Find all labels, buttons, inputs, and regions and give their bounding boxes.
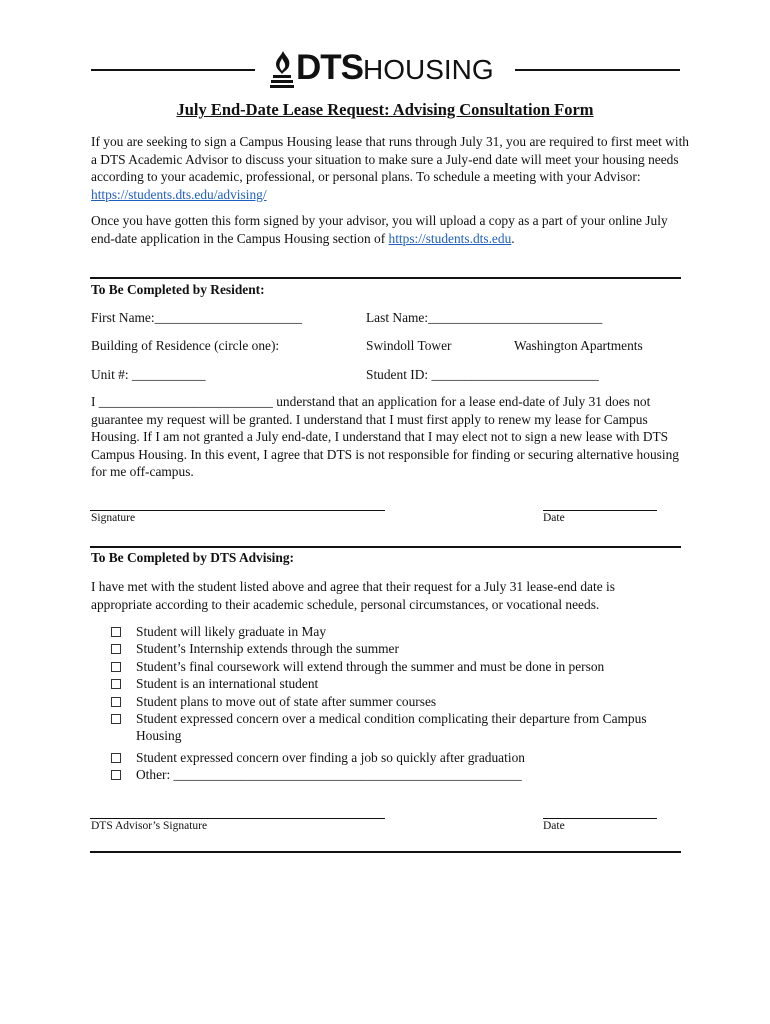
students-portal-link[interactable]: https://students.dts.edu [388,230,512,246]
upload-paragraph [91,212,691,247]
advising-statement: I have met with the student listed above and agree that their request for a July 31 lease-end date is appropriate according to their academic schedule, personal circumstances, or vocational needs. [91,579,615,612]
checkbox-item [111,693,681,710]
first-name-field[interactable]: First Name:______________________ [91,310,302,325]
advising-checkbox-list [111,623,681,784]
checkbox-job-concern[interactable] [111,753,121,763]
checkbox-label: Student is an international student [136,676,319,692]
form-title: July End-Date Lease Request: Advising Consultation Form [176,100,594,119]
checkbox-label: Student’s final coursework will extend through the summer and must be done in person [136,658,605,674]
intro-paragraph [91,133,691,203]
checkbox-item [111,658,681,675]
upload-text-end: . [511,230,515,246]
logo-wordmark [296,50,494,93]
advising-section-heading: To Be Completed by DTS Advising: [91,550,295,565]
building-option-swindoll[interactable]: Swindoll Tower [366,338,452,353]
building-option-washington[interactable]: Washington Apartments [514,338,643,353]
checkbox-internship[interactable] [111,644,121,654]
checkbox-international[interactable] [111,679,121,689]
checkbox-item [111,766,681,783]
intro-text: If you are seeking to sign a Campus Housing lease that runs through July 31, you are required to first meet with a DTS Academic Advisor to discuss your situation to make sure a July-end date will meet your housing needs according to your academic, professional, or personal plans. To schedule a meeting with your Advisor: [91,134,689,185]
unit-field[interactable]: Unit #: ___________ [91,367,206,382]
advising-section-rule [90,546,681,548]
checkbox-label: Other: ____________________________________________________ [136,767,522,783]
logo-text-dts: DTS [296,48,363,87]
header-rule-right [515,69,680,71]
checkbox-medical-condition[interactable] [111,714,121,724]
checkbox-item [111,749,681,766]
resident-section-rule [90,277,681,279]
checkbox-other[interactable] [111,770,121,780]
checkbox-move-out-of-state[interactable] [111,697,121,707]
advisor-date-line[interactable] [543,818,657,819]
checkbox-graduate-may[interactable] [111,627,121,637]
checkbox-item [111,675,681,692]
resident-signature-line[interactable] [90,510,385,511]
checkbox-label: Student expressed concern over finding a job so quickly after graduation [136,749,525,765]
advisor-date-label: Date [543,820,565,832]
checkbox-item [111,623,681,640]
checkbox-coursework[interactable] [111,662,121,672]
checkbox-item [111,640,681,657]
advising-link[interactable]: https://students.dts.edu/advising/ [91,186,267,202]
advising-section-bottom-rule [90,851,681,853]
checkbox-item [111,710,681,745]
student-id-field[interactable]: Student ID: _________________________ [366,367,599,382]
resident-signature-label: Signature [91,512,136,524]
logo-text-housing: HOUSING [363,54,494,85]
flame-icon [270,50,294,88]
advisor-signature-line[interactable] [90,818,385,819]
building-label: Building of Residence (circle one): [91,338,280,353]
resident-date-line[interactable] [543,510,657,511]
upload-text: Once you have gotten this form signed by your advisor, you will upload a copy as a part of your online July end-date application in the Campus Housing section of [91,213,668,246]
resident-section-heading: To Be Completed by Resident: [91,282,265,297]
header-rule-left [91,69,255,71]
resident-statement: I __________________________ understand that an application for a lease end-date of July 31 does not guarantee my request will be granted. I understand that I must first apply to renew my lease for Campus Housing. If I am not granted a July end-date, I understand that I may elect not to sign a new lease with DTS Campus Housing. In this event, I agree that DTS is not responsible for finding or securing alternative housing for me off-campus. [91,394,679,480]
last-name-field[interactable]: Last Name:__________________________ [366,310,603,325]
checkbox-label: Student will likely graduate in May [136,624,327,639]
dts-housing-logo [270,48,502,90]
checkbox-label: Student expressed concern over a medical condition complicating their departure from Campus Housing [136,711,647,744]
checkbox-label: Student’s Internship extends through the summer [136,641,399,657]
advisor-signature-label: DTS Advisor’s Signature [91,820,208,832]
resident-date-label: Date [543,512,565,524]
checkbox-label: Student plans to move out of state after summer courses [136,693,437,709]
